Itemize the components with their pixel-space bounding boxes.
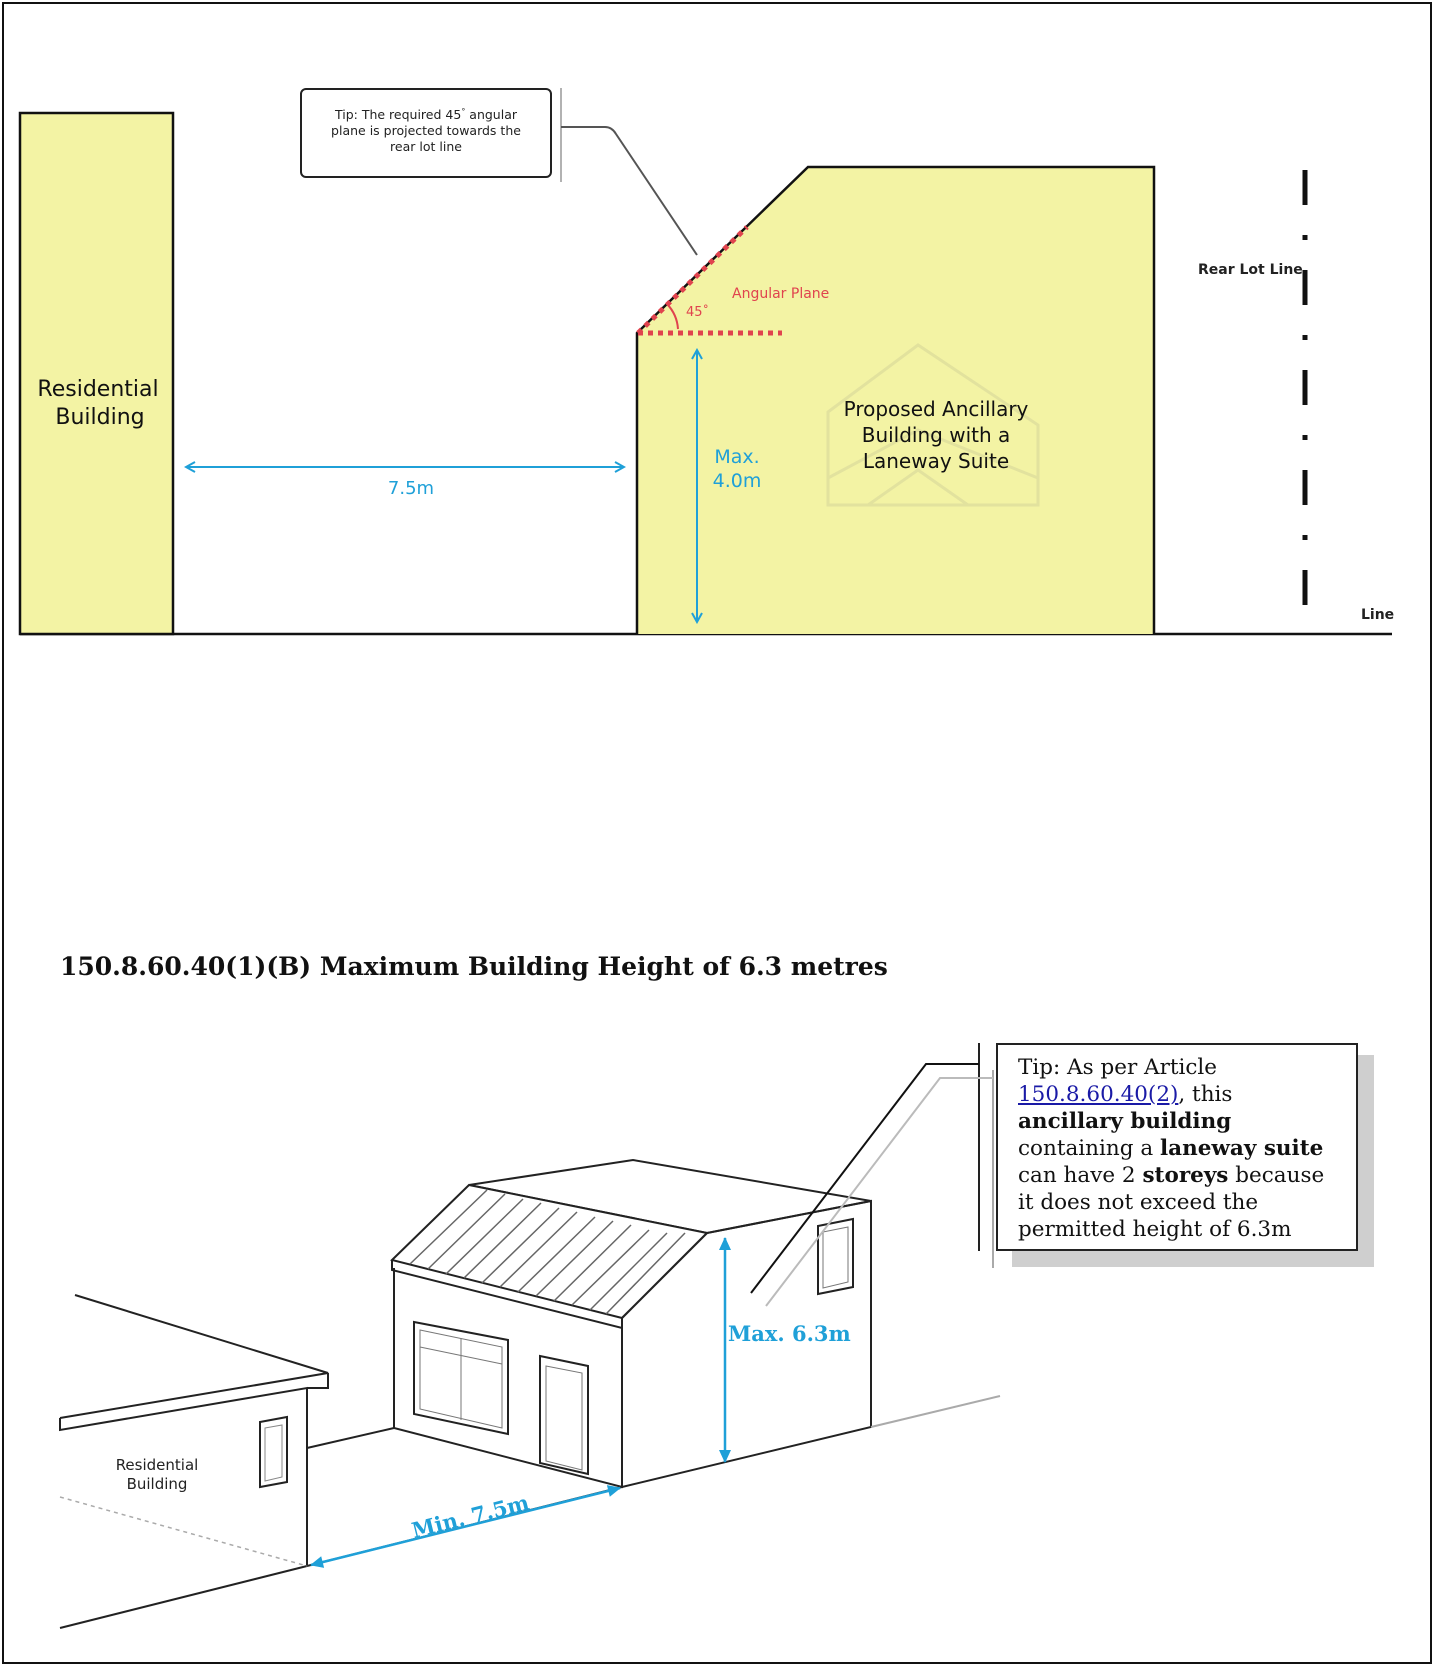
tip-text-line2: plane is projected towards the xyxy=(331,123,521,139)
max-height-label: Max. 6.3m xyxy=(728,1321,851,1346)
tip-text-line1-end: angular xyxy=(465,107,517,123)
tip2-text-5: because it does not exceed the permitted height of 6.3m xyxy=(1018,1163,1325,1242)
distance-label: 7.5m xyxy=(387,478,435,499)
tip-degree: ° xyxy=(461,107,466,116)
min-distance-label: Min. 7.5m xyxy=(409,1489,532,1543)
angle-label: 45˚ xyxy=(686,305,710,320)
tip2-bold-2: laneway suite xyxy=(1160,1136,1324,1161)
proposed-building-label: Proposed Ancillary xyxy=(843,397,1029,421)
tip2-bold-1: ancillary building xyxy=(1018,1109,1232,1134)
residential-building-label: Residential xyxy=(37,377,159,402)
tip2-text-2: , this xyxy=(1178,1082,1233,1107)
section-title: 150.8.60.40(1)(B) Maximum Building Height of 6.3 metres xyxy=(60,952,888,981)
residential-building-3d-label-2: Building xyxy=(126,1475,188,1493)
laneway-suite-tip-box xyxy=(996,1043,1358,1251)
line-label: Line xyxy=(1361,607,1395,623)
proposed-building-label-2: Building with a xyxy=(861,423,1011,447)
angular-plane-label: Angular Plane xyxy=(732,286,830,302)
residential-building-3d xyxy=(60,1295,328,1566)
tip2-text-3: containing a xyxy=(1018,1136,1160,1161)
tip-text-line3: rear lot line xyxy=(390,139,462,155)
article-link[interactable]: 150.8.60.40(2) xyxy=(1018,1082,1179,1107)
tip2-bold-3: storeys xyxy=(1142,1163,1229,1188)
tip2-text-1: Tip: As per Article xyxy=(1018,1055,1218,1080)
residential-building-label-2: Building xyxy=(55,405,145,430)
rear-lot-line-label: Rear Lot Line xyxy=(1198,262,1303,278)
max-height-label: Max. xyxy=(714,446,760,468)
max-height-label-2: 4.0m xyxy=(712,470,762,492)
proposed-building-label-3: Laneway Suite xyxy=(862,449,1010,473)
tip-text-line1: Tip: The required 45 xyxy=(334,107,462,123)
tip2-text-4: can have 2 xyxy=(1018,1163,1143,1188)
tip2-leader-line xyxy=(751,1064,979,1293)
residential-building-3d-label: Residential xyxy=(115,1456,199,1474)
